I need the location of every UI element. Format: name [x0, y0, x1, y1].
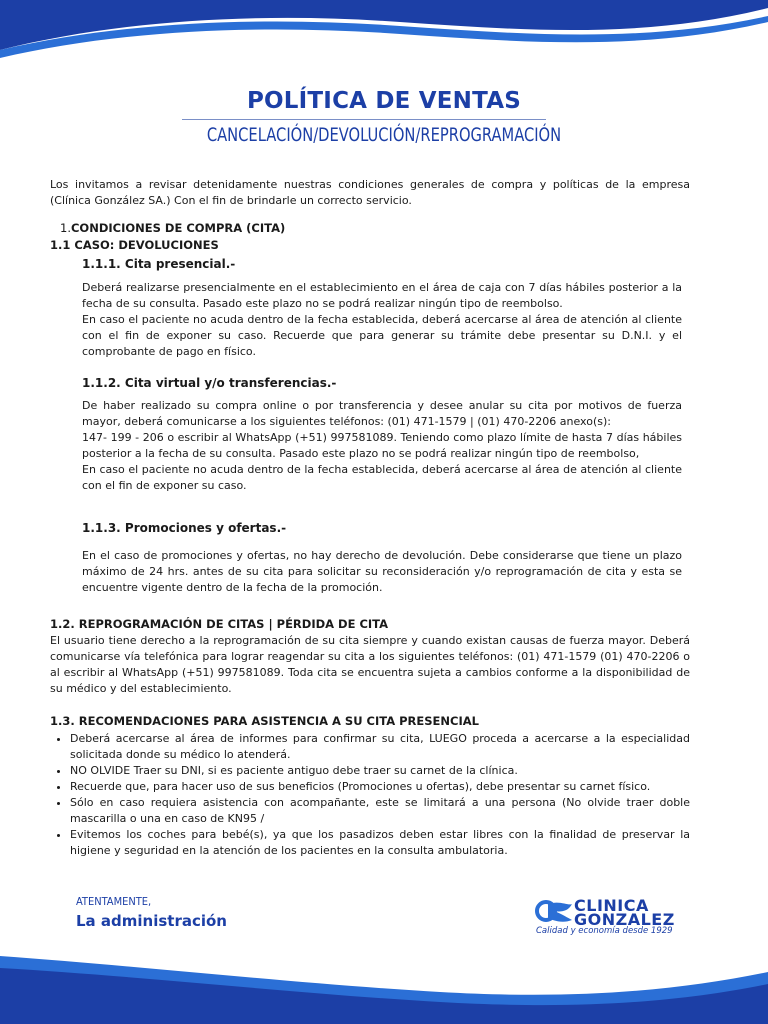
s113-paragraph-1: En el caso de promociones y ofertas, no hay derecho de devolución. Debe considerarse que tiene un plazo máximo de 24 hrs. antes de su cita para solicitar su reconsideración y/o reprogramación de cita y esta se encuentre vigente dentro de la fecha de la promoción.	[82, 549, 682, 594]
section-1-title: CONDICIONES DE COMPRA (CITA)	[70, 221, 286, 235]
section-1-1-heading: 1.1 CASO: DEVOLUCIONES	[50, 238, 219, 252]
recommendations-list	[50, 731, 690, 859]
section-1-1-2-body	[82, 398, 682, 494]
page-title: POLÍTICA DE VENTAS	[247, 88, 521, 114]
section-1-1-1-heading: 1.1.1. Cita presencial.-	[82, 257, 236, 271]
list-item: • Sólo en caso requiera asistencia con acompañante, este se limitará a una persona (No olvide traer doble mascarilla o una en caso de KN95 /	[70, 795, 690, 827]
section-1-2-body	[50, 633, 690, 697]
section-1-number: 1.	[60, 221, 71, 235]
list-item: • Deberá acercarse al área de informes para confirmar su cita, LUEGO proceda a acercarse a la especialidad solicitada donde su médico lo atenderá.	[70, 731, 690, 763]
section-1-1-3-body	[82, 548, 682, 596]
s111-paragraph-2: En caso el paciente no acuda dentro de la fecha establecida, deberá acercarse al área de atención al cliente con el fin de exponer su caso. Recuerde que para generar su trámite debe presentar su D.N.I. y el comprobante de pago en físico.	[82, 313, 682, 358]
section-1-1-3-heading: 1.1.3. Promociones y ofertas.-	[82, 521, 287, 535]
clinic-logo	[534, 896, 684, 942]
section-1-1-1-body	[82, 280, 682, 360]
s111-paragraph-1: Deberá realizarse presencialmente en el establecimiento en el área de caja con 7 días hábiles posterior a la fecha de su consulta. Pasado este plazo no se podrá realizar ningún tipo de reembolso.	[82, 281, 682, 310]
top-wave-decoration	[0, 0, 768, 70]
logo-line-2: GONZALEZ	[574, 910, 675, 929]
signature-closing: ATENTAMENTE,	[76, 895, 152, 908]
s112-paragraph-2: 147- 199 - 206 o escribir al WhatsApp (+51) 997581089. Teniendo como plazo límite de hasta 7 días hábiles posterior a la fecha de su consulta. Pasado este plazo no se podrá realizar ningún tipo de reembolso,	[82, 431, 682, 460]
section-1-2-heading: 1.2. REPROGRAMACIÓN DE CITAS | PÉRDIDA DE CITA	[50, 617, 389, 631]
s12-paragraph-1: El usuario tiene derecho a la reprogramación de su cita siempre y cuando existan causas de fuerza mayor. Deberá comunicarse vía telefónica para lograr reagendar su cita a los siguientes teléfonos: (01) 471-1579 (01) 470-2206 o al escribir al WhatsApp (+51) 997581089. Toda cita se encuentra sujeta a cambios conforme a la disponibilidad de su médico y del establecimiento.	[50, 634, 690, 695]
logo-tagline: Calidad y economía desde 1929	[536, 926, 673, 936]
section-1-3-heading: 1.3. RECOMENDACIONES PARA ASISTENCIA A SU CITA PRESENCIAL	[50, 714, 479, 728]
page-subtitle: CANCELACIÓN/DEVOLUCIÓN/REPROGRAMACIÓN	[206, 124, 562, 146]
section-1-heading	[60, 221, 285, 235]
list-item: • NO OLVIDE Traer su DNI, si es paciente antiguo debe traer su carnet de la clínica.	[70, 763, 690, 779]
section-1-1-2-heading: 1.1.2. Cita virtual y/o transferencias.-	[82, 376, 337, 390]
signature-name: La administración	[76, 912, 227, 930]
s112-paragraph-1: De haber realizado su compra online o por transferencia y desee anular su cita por motivos de fuerza mayor, deberá comunicarse a los siguientes teléfonos: (01) 471-1579 | (01) 470-2206 anexo(s):	[82, 399, 682, 428]
clinic-logo-icon	[534, 898, 574, 924]
list-item: • Recuerde que, para hacer uso de sus beneficios (Promociones u ofertas), debe presentar su carnet físico.	[70, 779, 690, 795]
list-item: • Evitemos los coches para bebé(s), ya que los pasadizos deben estar libres con la finalidad de preservar la higiene y seguridad en la atención de los pacientes en la consulta ambulatoria.	[70, 827, 690, 859]
intro-paragraph	[50, 177, 690, 208]
logo-line-1: CLINICA	[574, 896, 649, 915]
bottom-wave-decoration	[0, 944, 768, 1024]
intro-text: Los invitamos a revisar detenidamente nuestras condiciones generales de compra y políticas de la empresa (Clínica González SA.) Con el fin de brindarle un correcto servicio.	[50, 178, 690, 207]
s112-paragraph-3: En caso el paciente no acuda dentro de la fecha establecida, deberá acercarse al área de atención al cliente con el fin de exponer su caso.	[82, 463, 682, 492]
title-divider	[182, 119, 546, 120]
